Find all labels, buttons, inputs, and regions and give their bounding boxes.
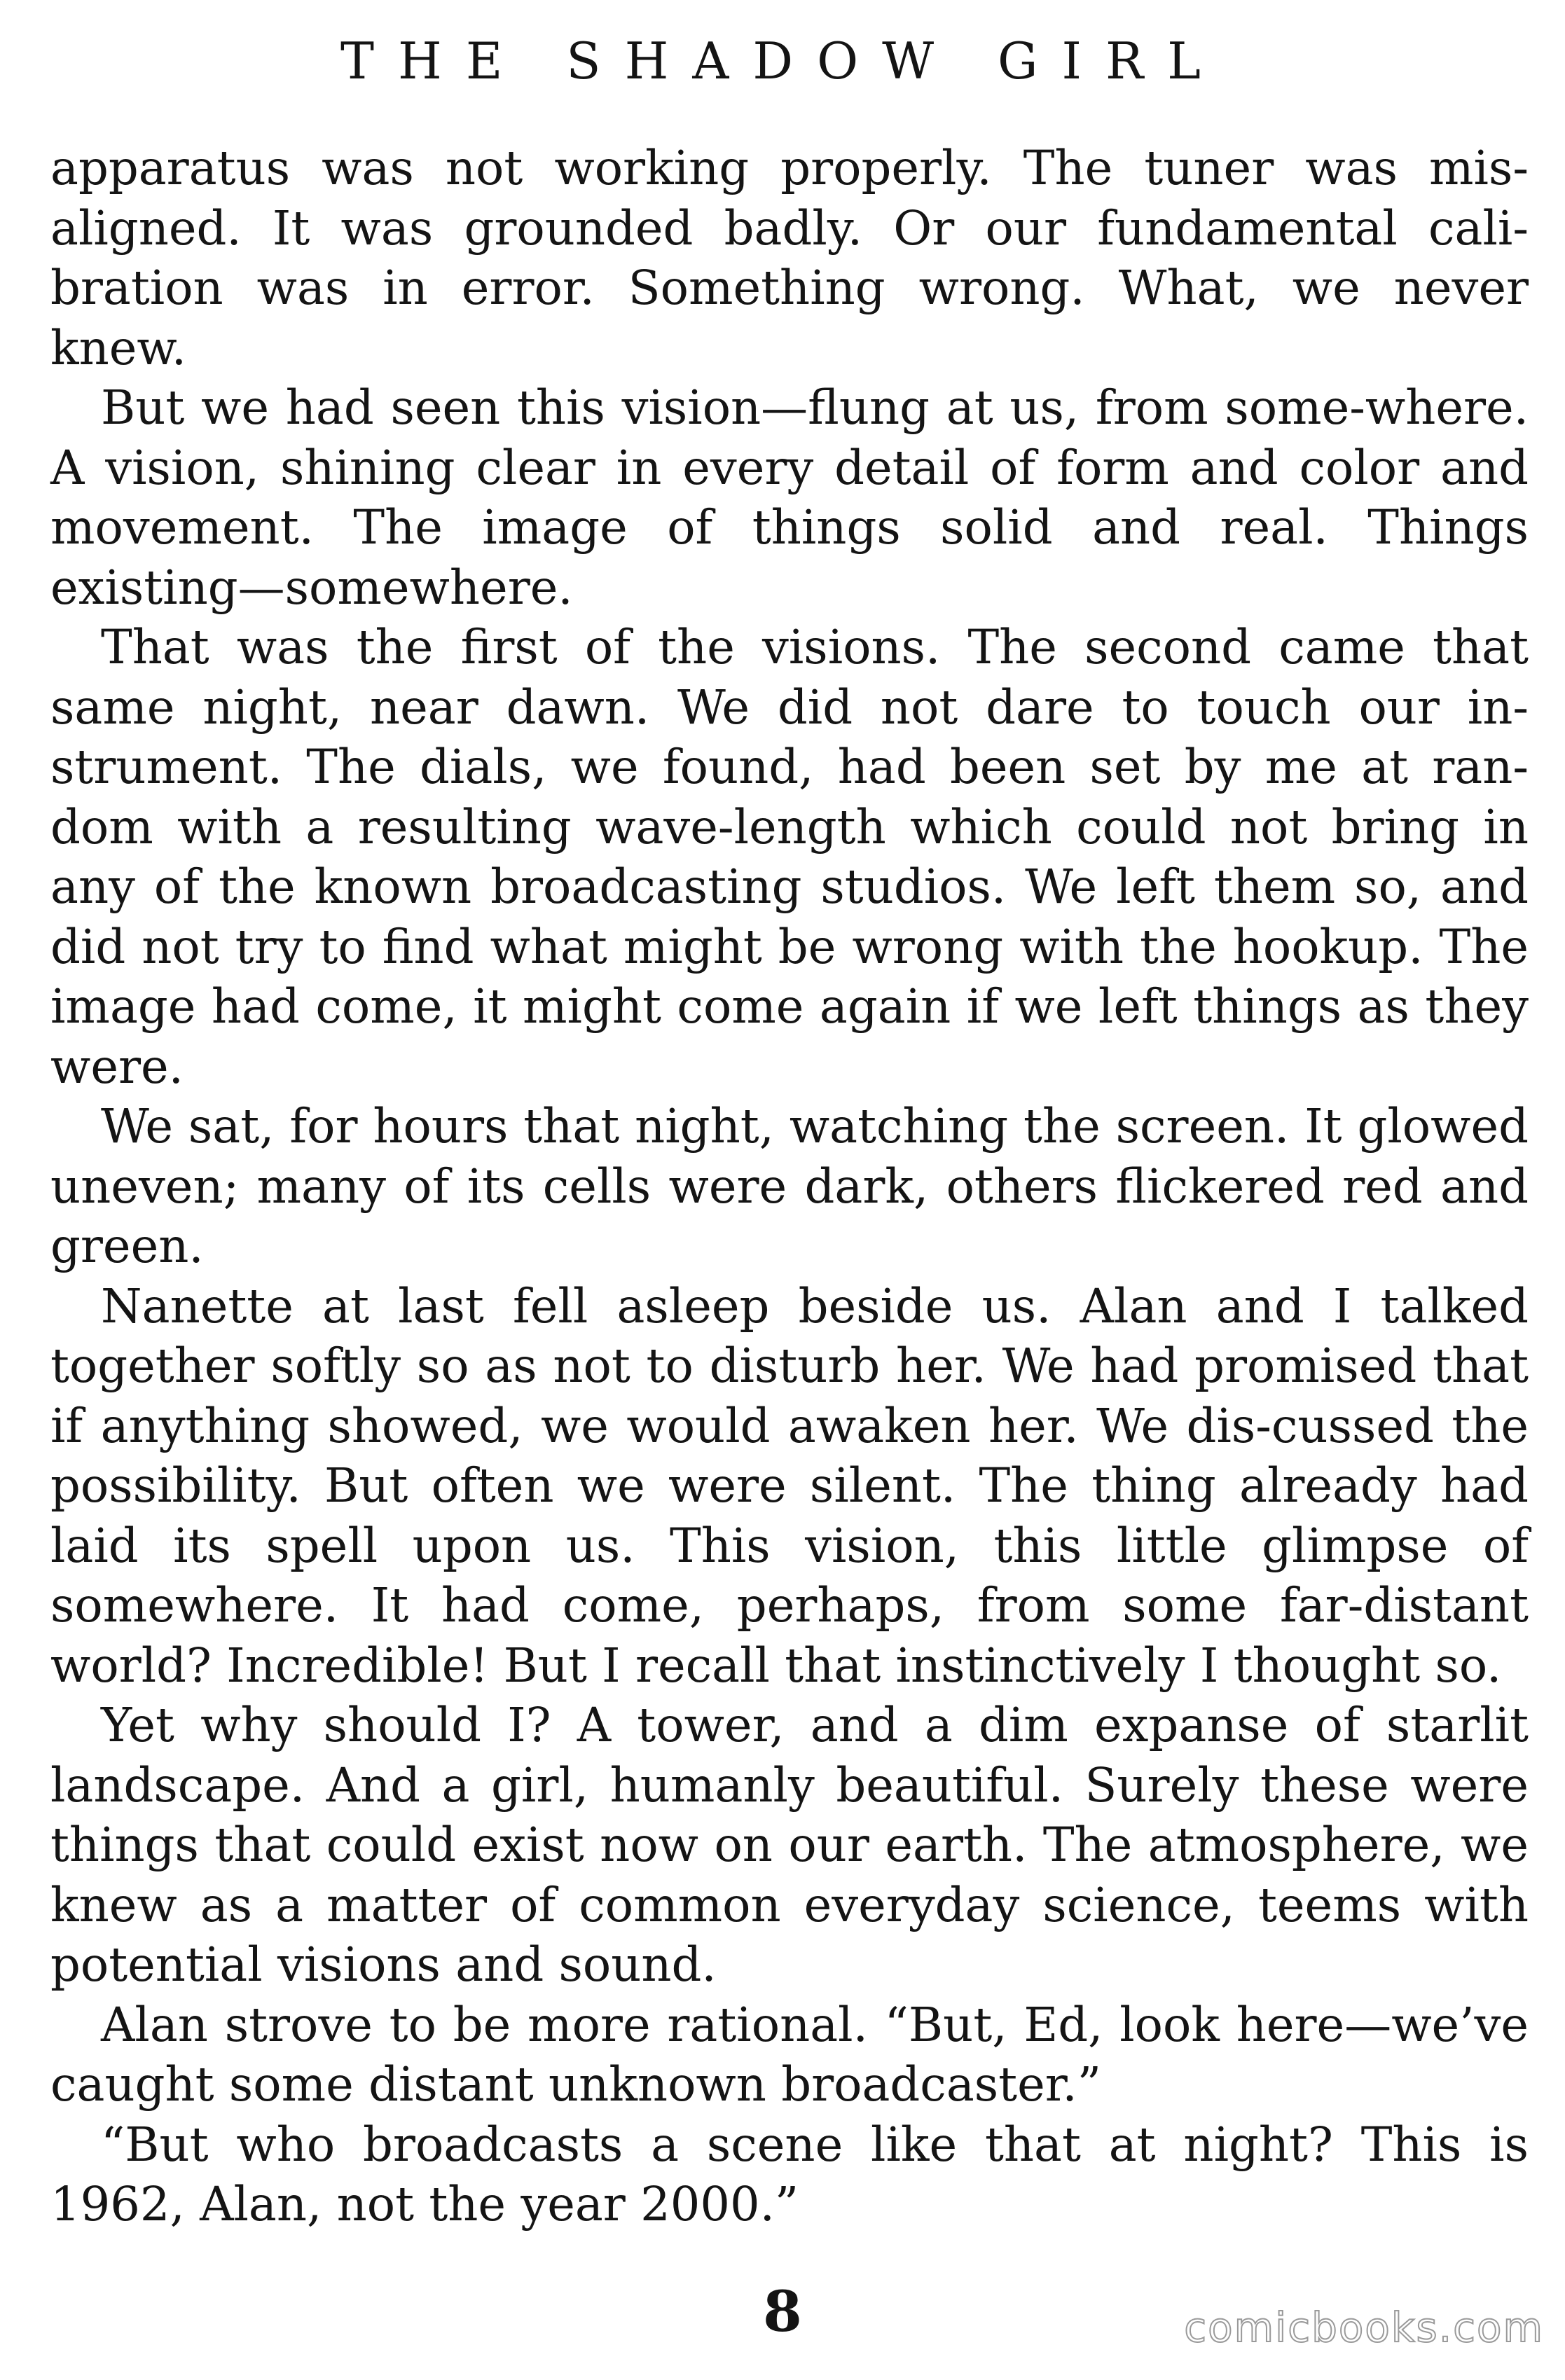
paragraph: We sat, for hours that night, watching the screen. It glowed uneven; many of its cells were dark, others flickered red and green. <box>50 1099 1529 1273</box>
running-head-title: THE SHADOW GIRL <box>340 32 1225 90</box>
watermark: comicbooks.com <box>1184 2304 1544 2351</box>
paragraph: Nanette at last fell asleep beside us. Alan and I talked together softly so as not to disturb her. We had promised that if anything showed, we would awaken her. We dis-cussed the possibility. But often we were silent. The thing already had laid its spell upon us. This vision, this little glimpse of somewhere. It had come, perhaps, from some far-distant world? Incredible! But I recall that instinctively I thought so. <box>50 1278 1529 1693</box>
paragraph: But we had seen this vision—flung at us, from some-where. A vision, shining clear in every detail of form and color and movement. The image of things solid and real. Things existing—somewhere. <box>50 380 1529 615</box>
paragraph: That was the first of the visions. The second came that same night, near dawn. We did not dare to touch our in-strument. The dials, we found, had been set by me at ran-dom with a resulting wave-length which could not bring in any of the known broadcasting studios. We left them so, and did not try to find what might be wrong with the hookup. The image had come, it might come again if we left things as they were. <box>50 620 1529 1094</box>
paragraph: Yet why should I? A tower, and a dim expanse of starlit landscape. And a girl, humanly beautiful. Surely these were things that could exist now on our earth. The atmosphere, we knew as a matter of common everyday science, teems with potential visions and sound. <box>50 1698 1529 1992</box>
page-number: 8 <box>763 2278 802 2344</box>
paragraph: “But who broadcasts a scene like that at night? This is 1962, Alan, not the year 2000.” <box>50 2117 1529 2232</box>
paragraph: Alan strove to be more rational. “But, Ed, look here—we’ve caught some distant unknown broadcaster.” <box>50 1997 1529 2112</box>
paragraph: apparatus was not working properly. The tuner was mis-aligned. It was grounded badly. Or our fundamental cali-bration was in error. Something wrong. What, we never knew. <box>50 141 1529 375</box>
body-text <box>50 139 1529 2235</box>
